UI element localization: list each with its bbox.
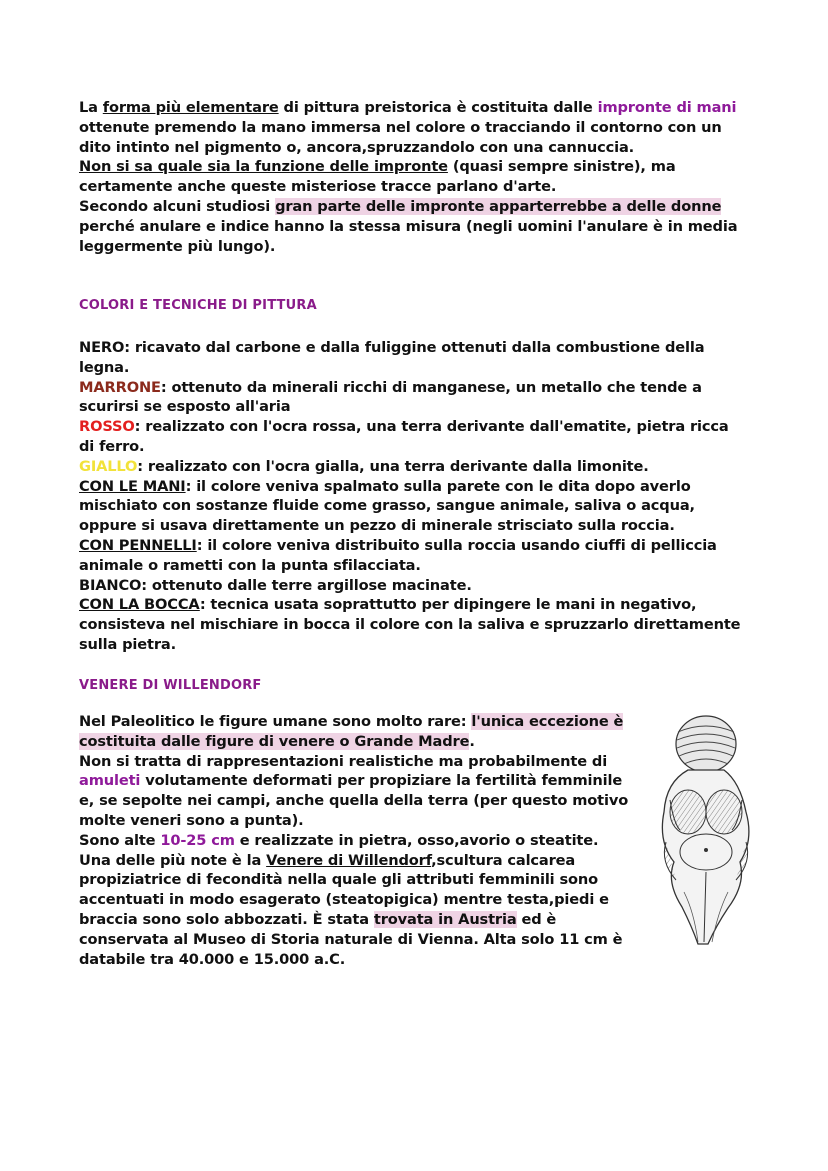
label-rosso: ROSSO [79,418,135,436]
colori-paragraph [79,338,744,655]
text: ,scultura calcarea propiziatrice di fecondità nella quale gli attributi femminili sono accentuati in modo esagerato (steatopigica) mentre testa,piedi e braccia sono solo abbozzati. È stata [79,851,609,928]
venus-figurine-icon [636,712,772,952]
text: ed è conservata al Museo di Storia naturale di Vienna. Alta solo 11 cm è databile tra 40.000 e 15.000 a.C. [79,910,623,968]
underlined-text: Venere di Willendorf [266,851,432,869]
label-marrone: MARRONE [79,378,161,396]
text: perché anulare e indice hanno la stessa misura (negli uomini l'anulare è in media leggermente più lungo). [79,217,738,255]
label-giallo: GIALLO [79,457,138,475]
text: : il colore veniva spalmato sulla parete con le dita dopo averlo mischiato con sostanze fluide come grasso, sangue animale, saliva o acqua, oppure si usava direttamente un pezzo di minerale strisciato sulla roccia. [79,477,695,535]
label-bianco: BIANCO [79,576,142,594]
text: Secondo alcuni studiosi [79,197,276,215]
text: : ottenuto da minerali ricchi di manganese, un metallo che tende a scurirsi se esposto all'aria [79,378,702,416]
label-con-le-mani: CON LE MANI [79,477,186,495]
text: : realizzato con l'ocra gialla, una terra derivante dalla limonite. [137,457,649,475]
purple-term: impronte di mani [597,99,737,116]
text: : realizzato con l'ocra rossa, una terra derivante dall'ematite, pietra ricca di ferro. [79,418,729,455]
intro-paragraph [79,98,744,256]
text: Nel Paleolitico le figure umane sono molto rare: [79,713,472,730]
text: : tecnica usata soprattutto per dipingere le mani in negativo, consisteva nel mischiare in bocca il colore con la saliva e spruzzarlo direttamente sulla pietra. [79,596,741,653]
text: e realizzate in pietra, osso,avorio o steatite. [234,831,599,849]
label-con-pennelli: CON PENNELLI [79,536,197,554]
venere-paragraph [79,712,639,969]
purple-term: 10-25 cm [160,831,235,849]
text: Sono alte [79,831,161,849]
highlighted-text: gran parte delle impronte apparterrebbe a delle donne [275,197,722,215]
section-heading-colori: COLORI E TECNICHE DI PITTURA [79,298,317,313]
text: Non si tratta di rappresentazioni realistiche ma probabilmente di [79,752,608,770]
text: (quasi sempre sinistre), ma certamente anche queste misteriose tracce parlano d'arte. [79,158,676,196]
text: Una delle più note è la [79,851,267,869]
label-nero: NERO [79,339,125,356]
section-heading-venere: VENERE DI WILLENDORF [79,678,262,693]
underlined-text: Non si sa quale sia la funzione delle impronte [79,158,448,176]
text: La [79,99,103,116]
text: volutamente deformati per propiziare la fertilità femminile e, se sepolte nei campi, anche quella della terra (per questo motivo molte veneri sono a punta). [79,772,629,829]
text: di pittura preistorica è costituita dalle [278,99,598,116]
highlighted-text: trovata in Austria [373,910,517,928]
text: : ottenuto dalle terre argillose macinate. [141,576,472,594]
label-con-la-bocca: CON LA BOCCA [79,596,200,614]
text: : il colore veniva distribuito sulla roccia usando ciuffi di pelliccia animale o rametti con la punta sfilacciata. [79,536,717,574]
text: : ricavato dal carbone e dalla fuliggine ottenuti dalla combustione della legna. [79,339,705,376]
text: ottenute premendo la mano immersa nel colore o tracciando il contorno con un dito intinto nel pigmento o, ancora,spruzzandolo con una cannuccia. [79,118,722,156]
highlighted-text: l'unica eccezione è costituita dalle figure di venere o Grande Madre [79,713,624,750]
text: . [469,732,475,750]
underlined-text: forma più elementare [102,99,279,116]
purple-term: amuleti [79,772,141,790]
